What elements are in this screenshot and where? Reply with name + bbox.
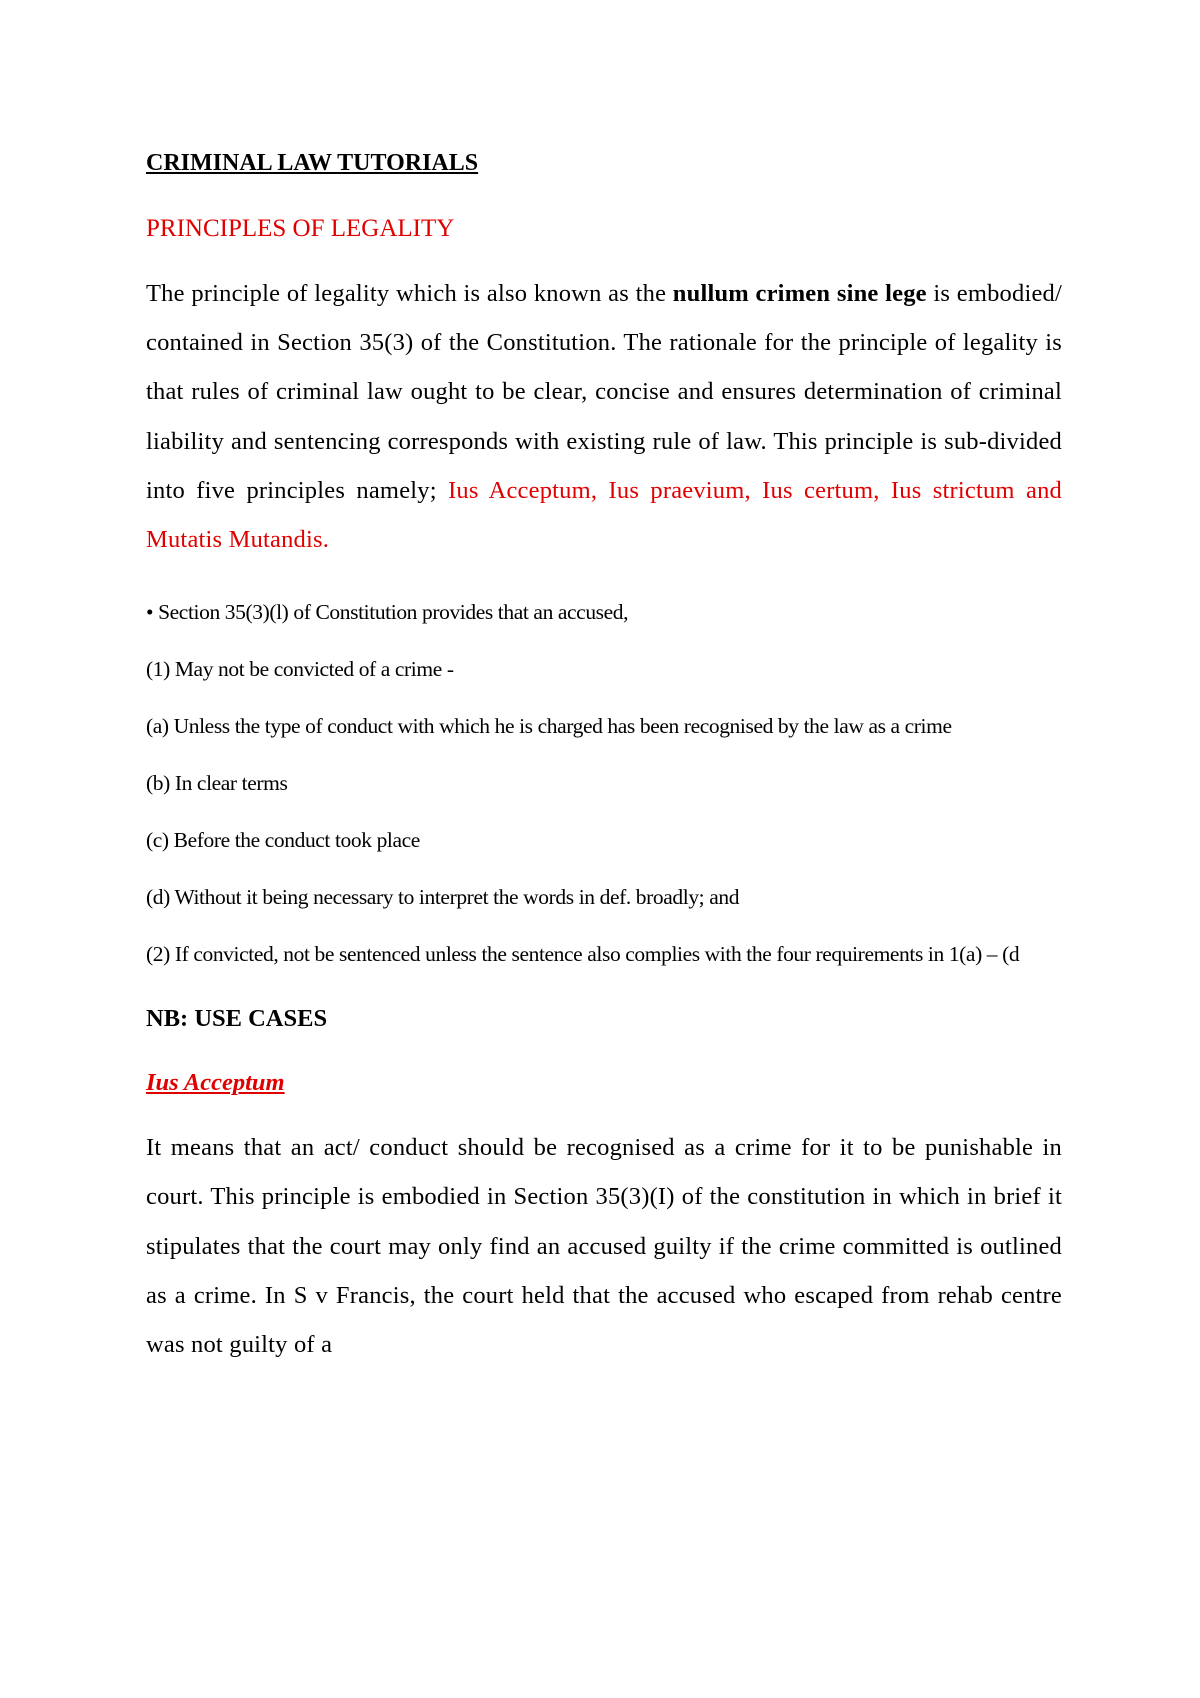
constitution-provisions-list [146, 592, 1062, 975]
list-item: (d) Without it being necessary to interpret the words in def. broadly; and [146, 885, 740, 910]
intro-text-part2: is embodied/ contained in Section 35(3) of the Constitution. The rationale for the principle of legality is that rules of criminal law ought to be clear, concise and ensures determination of criminal liability and sentencing corresponds with existing rule of law. This principle is sub-divided into five principles namely; [146, 280, 1062, 504]
list-item: • Section 35(3)(l) of Constitution provides that an accused, [146, 600, 629, 625]
intro-paragraph [146, 269, 1062, 564]
list-item: (c) Before the conduct took place [146, 828, 420, 853]
list-item: (a) Unless the type of conduct with which he is charged has been recognised by the law as a crime [146, 714, 952, 739]
intro-bold-term: nullum crimen sine lege [672, 280, 927, 307]
ius-acceptum-heading: Ius Acceptum [146, 1069, 285, 1097]
list-item: (1) May not be convicted of a crime - [146, 657, 454, 682]
document-content [146, 145, 1062, 1369]
nb-heading: NB: USE CASES [146, 1005, 328, 1033]
ius-acceptum-paragraph: It means that an act/ conduct should be recognised as a crime for it to be punishable in court. This principle is embodied in Section 35(3)(I) of the constitution in which in brief it stipulates that the court may only find an accused guilty if the crime committed is outlined as a crime. In S v Francis, the court held that the accused who escaped from rehab centre was not guilty of a [146, 1134, 1062, 1359]
intro-red-principles-list: Ius Acceptum, Ius praevium, Ius certum, Ius strictum and Mutatis Mutandis. [146, 476, 1062, 554]
list-item: (2) If convicted, not be sentenced unless the sentence also complies with the four requirements in 1(a) – (d [146, 942, 1020, 967]
intro-text-part1: The principle of legality which is also known as the [146, 280, 673, 307]
document-title: CRIMINAL LAW TUTORIALS [146, 150, 479, 176]
list-item: (b) In clear terms [146, 771, 288, 796]
section-heading-principles-of-legality: PRINCIPLES OF LEGALITY [146, 215, 455, 242]
